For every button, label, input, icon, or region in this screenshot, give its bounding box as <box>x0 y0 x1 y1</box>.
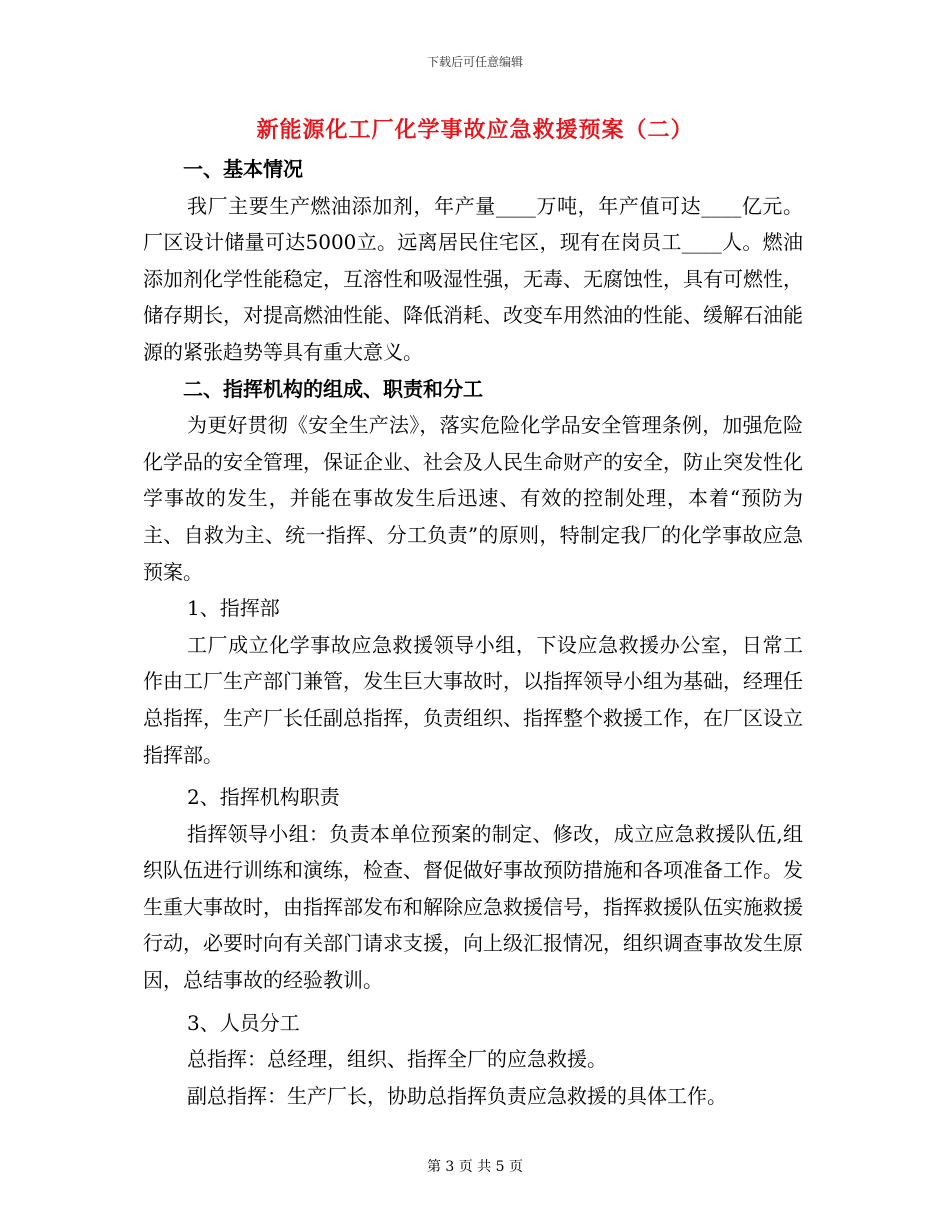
page-header-note: 下载后可任意编辑 <box>426 55 523 69</box>
staffing-deputy-commander: 副总指挥：生产厂长，协助总指挥负责应急救援的具体工作。 <box>187 1083 727 1108</box>
paragraph-command-intro: 为更好贯彻《安全生产法》，落实危险化学品安全管理条例，加强危险化学品的安全管理，保证企业、社会及人民生命财产的安全，防止突发性化学事故的发生，并能在事故发生后迅速、有效的控制处理，本着“预防为主、自救为主、统一指挥、分工负责”的原则，特制定我厂的化学事故应急预案。 <box>143 413 803 584</box>
document-title: 新能源化工厂化学事故应急救援预案（二） <box>256 118 694 143</box>
staffing-commander: 总指挥：总经理，组织、指挥全厂的应急救援。 <box>187 1047 607 1072</box>
section-heading-basic-info: 一、基本情况 <box>183 157 303 181</box>
paragraph-duties: 指挥领导小组：负责本单位预案的制定、修改，成立应急救援队伍,组织队伍进行训练和演练，检查、督促做好事故预防措施和各项准备工作。发生重大事故时，由指挥部发布和解除应急救援信号，指挥救援队伍实施救援行动，必要时向有关部门请求支援，向上级汇报情况，组织调查事故发生原因，总结事故的经验教训。 <box>143 821 803 993</box>
subsection-heading-staffing: 3、人员分工 <box>187 1010 300 1035</box>
subsection-heading-headquarters: 1、指挥部 <box>187 596 280 621</box>
paragraph-headquarters: 工厂成立化学事故应急救援领导小组，下设应急救援办公室，日常工作由工厂生产部门兼管，发生巨大事故时，以指挥领导小组为基础，经理任总指挥，生产厂长任副总指挥，负责组织、指挥整个救援工作，在厂区设立指挥部。 <box>143 632 803 767</box>
section-heading-command-structure: 二、指挥机构的组成、职责和分工 <box>183 376 483 401</box>
page-footer-number: 第 3 页 共 5 页 <box>426 1159 524 1175</box>
document-body <box>143 151 803 1114</box>
subsection-heading-duties: 2、指挥机构职责 <box>187 785 340 810</box>
paragraph-basic-info: 我厂主要生产燃油添加剂，年产量____万吨，年产值可达____亿元。厂区设计储量可达5000立。远离居民住宅区，现有在岗员工____人。燃油添加剂化学性能稳定，互溶性和吸湿性强，无毒、无腐蚀性，具有可燃性，储存期长，对提高燃油性能、降低消耗、改变车用然油的性能、缓解石油能源的紧张趋势等具有重大意义。 <box>143 193 803 364</box>
